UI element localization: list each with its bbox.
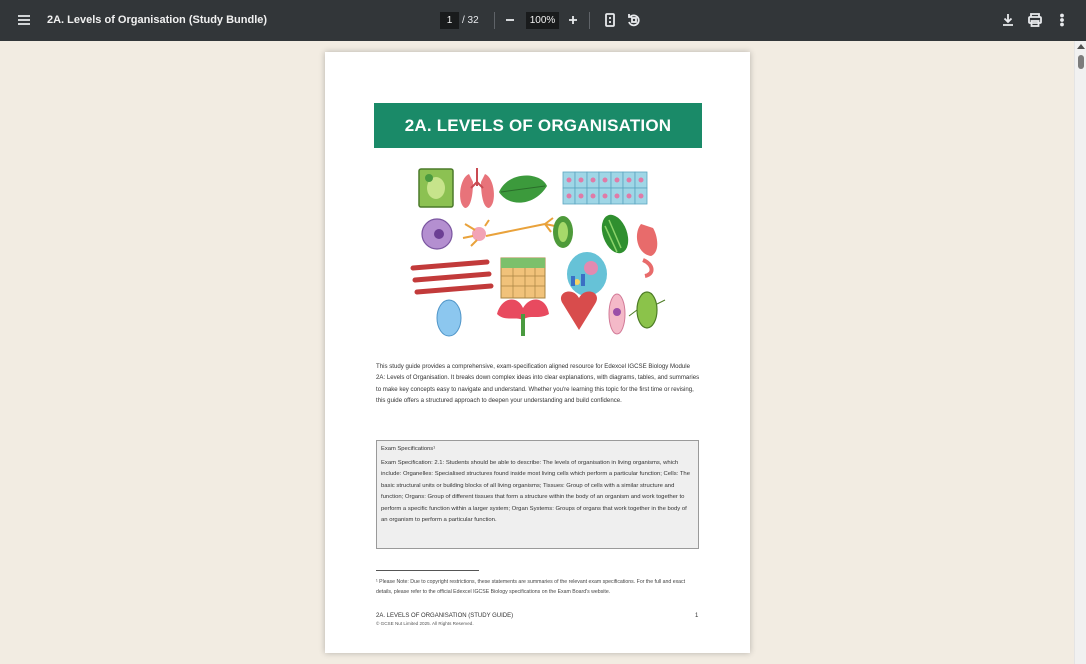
document-title: 2A. Levels of Organisation (Study Bundle) (47, 14, 268, 26)
more-vert-icon (1053, 11, 1071, 29)
rotate-icon (625, 11, 643, 29)
divider (589, 12, 590, 29)
zoom-in-icon (564, 11, 582, 29)
more-options-button[interactable] (1046, 4, 1078, 36)
download-icon (999, 11, 1017, 29)
footer-copyright: © GCSE Nut Limited 2025. All Rights Reserved. (376, 621, 474, 626)
rotate-button[interactable] (618, 4, 650, 36)
pdf-page (325, 52, 750, 653)
footnote-divider (376, 570, 479, 571)
pdf-toolbar (0, 0, 1086, 41)
intro-paragraph: This study guide provides a comprehensive, exam-specification aligned resource for Edexcel IGCSE Biology Module 2A: Levels of Organisation. It breaks down complex ideas into clear explanations, with diagrams, tables, and summaries to make key concepts easy to navigate and understand. Whether you're learning this topic for the first time or revising, this guide offers a structured approach to deepen your understanding and build confidence. (376, 363, 700, 405)
footer-title: 2A. LEVELS OF ORGANISATION (STUDY GUIDE) (376, 613, 514, 619)
zoom-out-icon (501, 11, 519, 29)
vertical-scrollbar[interactable] (1074, 41, 1086, 664)
page-banner-title: 2A. LEVELS OF ORGANISATION (374, 103, 702, 148)
page-number-input[interactable]: 1 (440, 12, 459, 29)
footnote: ¹ Please Note: Due to copyright restrictions, these statements are summaries of the relevant exam specifications. For the full and exact details, please refer to the official Edexcel IGCSE Biology specifications on the Exam Board's website. (376, 579, 686, 595)
cells-organs-illustration (405, 164, 675, 344)
spec-body: Exam Specification: 2.1: Students should be able to describe: The levels of organisation in living organisms, which include: Organelles: Specialised structures found inside most living cells which perform a particular function; Cells: The basic structural units or building blocks of all living organisms; Tissues: Group of cells with a similar structure and function; Organs: Group of different tissues that form a structure within the body of an organism and work together to perform a specific function within a larger system; Organ Systems: Groups of organs that work together in the body of an organism to perform a particular function. (381, 460, 690, 524)
spec-heading: Exam Specifications¹ (381, 446, 436, 452)
menu-button[interactable] (8, 4, 40, 36)
scroll-thumb[interactable] (1078, 55, 1084, 69)
zoom-in-button[interactable] (557, 4, 589, 36)
zoom-out-button[interactable] (494, 4, 526, 36)
zoom-input[interactable]: 100% (526, 12, 559, 29)
fit-page-icon (601, 11, 619, 29)
page-number: 1 (695, 613, 699, 619)
menu-icon (15, 11, 33, 29)
print-icon (1026, 11, 1044, 29)
page-total: / 32 (462, 15, 479, 26)
scroll-up-arrow-icon[interactable] (1077, 44, 1085, 49)
exam-specifications-box (376, 440, 699, 549)
